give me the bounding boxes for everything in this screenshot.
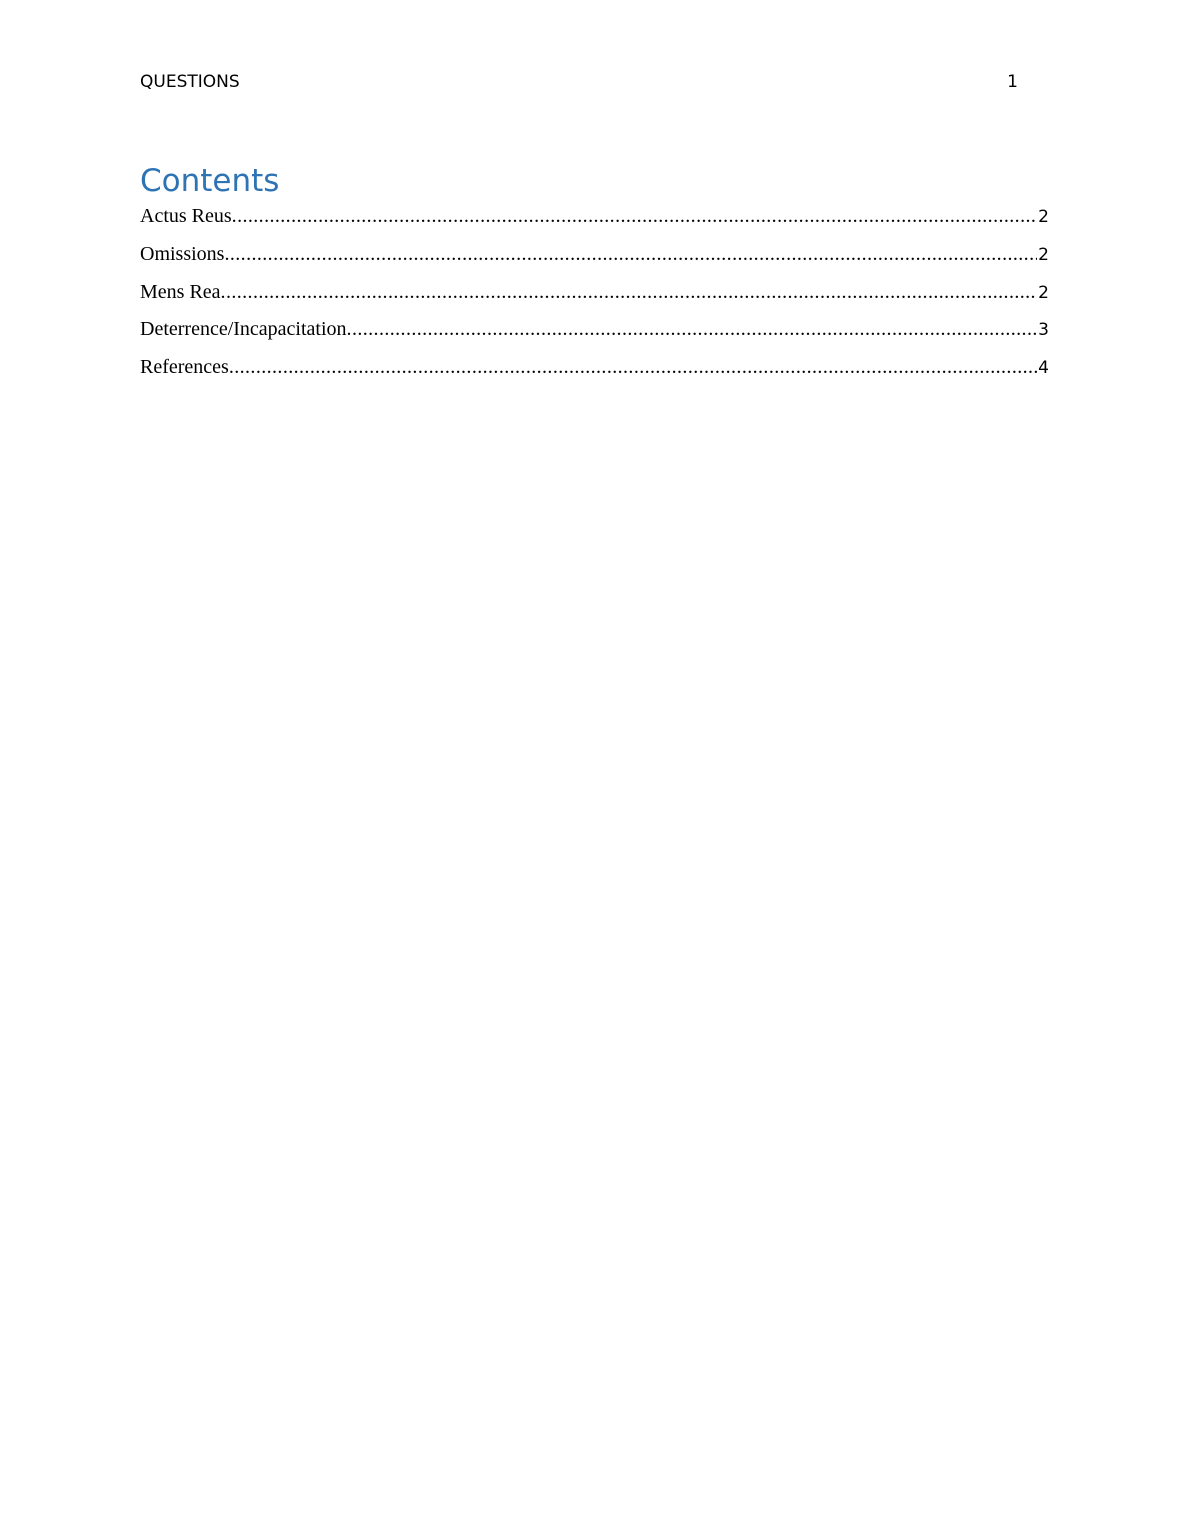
toc-heading: Contents [140,163,280,199]
toc-dot-leader [229,353,1037,381]
toc-entry-page[interactable]: 3 [1038,320,1049,341]
toc-entry-page[interactable]: 2 [1038,244,1049,265]
toc-entry-label[interactable]: Mens Rea [140,280,221,303]
toc-entry-page[interactable]: 4 [1038,358,1049,378]
toc-dot-leader [232,202,1038,230]
toc-entry-label[interactable]: Actus Reus [140,205,232,227]
toc-dot-leader [224,240,1037,268]
table-of-contents [140,202,1049,391]
toc-dot-leader [221,278,1038,306]
page-header [140,72,1018,96]
toc-entry-deterrence-incapacitation[interactable] [140,315,1049,353]
toc-entry-omissions[interactable] [140,240,1049,278]
header-title: QUESTIONS [140,72,240,92]
toc-entry-label[interactable]: Deterrence/Incapacitation [140,318,347,341]
header-page-number: 1 [1007,72,1018,92]
toc-entry-mens-rea[interactable] [140,278,1049,316]
toc-entry-label[interactable]: References [140,356,229,378]
toc-dot-leader [347,315,1038,343]
toc-entry-label[interactable]: Omissions [140,242,225,265]
toc-entry-references[interactable] [140,353,1049,391]
toc-entry-page[interactable]: 2 [1038,207,1049,227]
toc-entry-page[interactable]: 2 [1038,282,1049,303]
toc-entry-actus-reus[interactable] [140,202,1049,240]
